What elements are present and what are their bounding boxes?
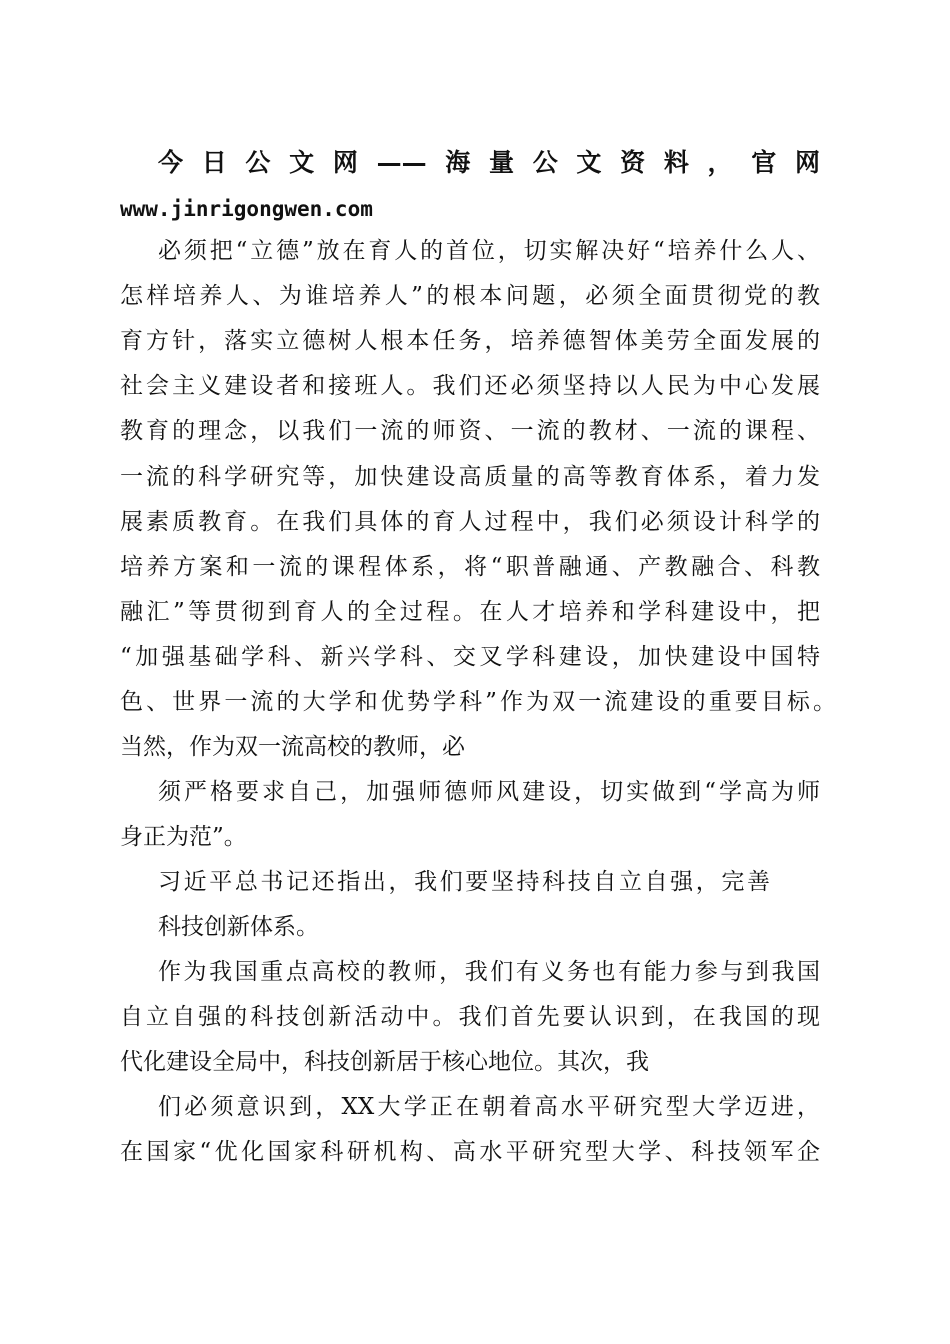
page-title: 今日公文网——海量公文资料，官网 (158, 148, 820, 177)
paragraph-line: 们必须意识到，XX大学正在朝着高水平研究型大学迈进， (158, 1094, 820, 1120)
paragraph-line: 作为我国重点高校的教师，我们有义务也有能力参与到我国 (158, 959, 820, 985)
paragraph-line: 色、世界一流的大学和优势学科”作为双一流建设的重要目标。 (120, 689, 836, 715)
paragraph-line: 育方针，落实立德树人根本任务，培养德智体美劳全面发展的 (120, 328, 820, 354)
paragraph-line: 融汇”等贯彻到育人的全过程。在人才培养和学科建设中，把 (120, 599, 820, 625)
paragraph-line: 代化建设全局中，科技创新居于核心地位。其次，我 (120, 1049, 649, 1075)
paragraph-line: 在国家“优化国家科研机构、高水平研究型大学、科技领军企 (120, 1139, 820, 1165)
paragraph-line: 自立自强的科技创新活动中。我们首先要认识到，在我国的现 (120, 1004, 820, 1030)
paragraph-line: 培养方案和一流的课程体系，将“职普融通、产教融合、科教 (120, 554, 820, 580)
paragraph-line: 习近平总书记还指出，我们要坚持科技自立自强，完善 (158, 869, 770, 895)
paragraph-line: 科技创新体系。 (158, 914, 319, 940)
paragraph-line: 当然，作为双一流高校的教师，必 (120, 734, 465, 760)
paragraph-line: 必须把“立德”放在育人的首位，切实解决好“培养什么人、 (158, 238, 820, 264)
paragraph-line: 社会主义建设者和接班人。我们还必须坚持以人民为中心发展 (120, 373, 820, 399)
paragraph-line: 教育的理念，以我们一流的师资、一流的教材、一流的课程、 (120, 418, 820, 444)
paragraph-line: 怎样培养人、为谁培养人”的根本问题，必须全面贯彻党的教 (120, 283, 820, 309)
paragraph-line: 展素质教育。在我们具体的育人过程中，我们必须设计科学的 (120, 509, 820, 535)
paragraph-line: 身正为范”。 (120, 824, 247, 850)
site-url: www.jinrigongwen.com (120, 197, 373, 221)
paragraph-line: 须严格要求自己，加强师德师风建设，切实做到“学高为师 (158, 779, 820, 805)
paragraph-line: 一流的科学研究等，加快建设高质量的高等教育体系，着力发 (120, 464, 820, 490)
paragraph-line: “加强基础学科、新兴学科、交叉学科建设，加快建设中国特 (120, 644, 820, 670)
